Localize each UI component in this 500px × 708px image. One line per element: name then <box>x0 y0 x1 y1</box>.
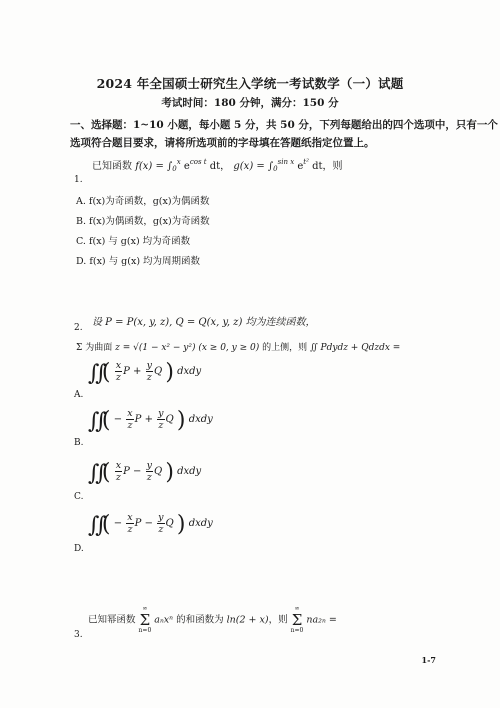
sum-lower: n=0 <box>138 627 152 634</box>
q1-g-exp: t² <box>303 158 309 166</box>
q2-option-c-label: C. <box>74 492 84 502</box>
frac-num: x <box>127 408 133 419</box>
paren-left: ( <box>101 408 111 433</box>
q1-stem <box>92 157 343 173</box>
q1-f-def <box>135 158 233 173</box>
frac-y-over-z <box>157 512 164 535</box>
sym-p: P <box>134 414 142 425</box>
paren-left: ( <box>101 460 111 485</box>
sign1: − <box>113 414 123 425</box>
q2-option-c-expr[interactable] <box>88 460 201 485</box>
q3-stem-mid: 的和函数为 <box>176 614 224 626</box>
option-label: C. <box>76 236 86 247</box>
sign2: + <box>132 366 142 377</box>
q2-stem1: 设 P = P(x, y, z), Q = Q(x, y, z) 均为连续函数， <box>92 317 316 328</box>
section-instructions-line1: 一、选择题：1~10 小题，每小题 5 分，共 50 分，下列每题给出的四个选项中，只有一个 <box>70 119 498 131</box>
q2-number: 2. <box>74 323 83 333</box>
q1-f-dt: dt， <box>209 161 231 172</box>
frac-x-over-z <box>126 408 133 431</box>
frac-x-over-z <box>126 512 133 535</box>
q2-option-d-expr[interactable] <box>88 512 213 537</box>
q1-f-lower: 0 <box>172 165 177 173</box>
frac-num: x <box>127 512 133 523</box>
frac-den: z <box>146 372 152 383</box>
q3-series-term: aₙxⁿ <box>154 614 174 626</box>
q1-f-integral: f(x) = ∫ <box>135 161 173 172</box>
double-integral-icon: ∬ <box>88 513 99 538</box>
q1-f-exp: cos t <box>189 158 207 166</box>
option-text: f(x)为奇函数，g(x)为偶函数 <box>88 196 210 207</box>
frac-num: y <box>158 408 164 419</box>
frac-den: z <box>115 472 121 483</box>
q1-g-upper: sin x <box>277 158 295 166</box>
option-text: f(x) 与 g(x) 均为奇函数 <box>88 236 191 247</box>
q3-sum-func: ln(2 + x) <box>226 614 269 626</box>
q2-stem2-prefix: Σ 为曲面 <box>76 343 113 353</box>
frac-num: y <box>146 460 152 471</box>
q1-number: 1. <box>74 175 83 185</box>
q2-option-a-expr[interactable] <box>88 360 201 385</box>
frac-num: x <box>115 360 122 371</box>
q2-option-a-label: A. <box>74 390 84 400</box>
frac-num: y <box>146 360 152 371</box>
summation-icon: ∞ Σ n=0 <box>290 605 304 634</box>
tail: dxdy <box>177 366 202 377</box>
q3-number: 3. <box>74 630 83 640</box>
q1-g-integral: g(x) = ∫ <box>233 161 274 172</box>
frac-y-over-z <box>146 460 153 483</box>
sym-p: P <box>123 466 130 477</box>
sum-lower: n=0 <box>290 627 304 634</box>
frac-den: z <box>127 420 133 431</box>
q2-integral: ∬ Pdydz + Qdzdx = <box>310 343 401 353</box>
paren-left: ( <box>101 360 111 385</box>
paren-right: ) <box>176 408 186 433</box>
q3-stem-then: ，则 <box>268 614 288 626</box>
q1-g-lower: 0 <box>273 165 278 173</box>
q2-stem2-mid: 的上侧，则 <box>262 343 308 353</box>
sign2: + <box>144 414 153 425</box>
frac-y-over-z <box>157 408 164 431</box>
q1-f-upper: x <box>176 158 181 166</box>
q2-option-d-label: D. <box>74 544 84 554</box>
q2-surface: z = √(1 − x² − y²) (x ≥ 0, y ≥ 0) <box>115 343 260 353</box>
frac-den: z <box>158 420 164 431</box>
q1-option-c[interactable] <box>76 233 190 247</box>
tail: dxdy <box>188 518 213 529</box>
frac-x-over-z <box>115 460 122 483</box>
frac-x-over-z <box>115 360 122 383</box>
paren-right: ) <box>176 512 186 537</box>
q2-option-b-label: B. <box>74 438 84 448</box>
sym-q: Q <box>153 366 163 377</box>
sym-q: Q <box>153 466 163 477</box>
frac-den: z <box>127 524 133 535</box>
frac-den: z <box>158 524 164 535</box>
q1-option-a[interactable] <box>76 193 210 207</box>
sym-q: Q <box>165 518 174 529</box>
frac-den: z <box>146 472 152 483</box>
sym-p: P <box>123 366 130 377</box>
exam-title: 2024 年全国硕士研究生入学统一考试数学（一）试题 <box>96 76 404 91</box>
sum-upper: ∞ <box>294 605 300 612</box>
sym-q: Q <box>165 414 174 425</box>
q1-g-dt: dt，则 <box>312 161 343 172</box>
option-label: B. <box>76 216 87 227</box>
sum-upper: ∞ <box>142 605 148 612</box>
frac-y-over-z <box>146 360 153 383</box>
tail: dxdy <box>188 414 213 425</box>
double-integral-icon: ∬ <box>88 361 99 386</box>
frac-num: y <box>158 512 164 523</box>
option-text: f(x)为偶函数，g(x)为奇函数 <box>89 216 210 227</box>
page-number: 1-7 <box>421 655 436 665</box>
option-text: f(x) 与 g(x) 均为周期函数 <box>89 256 201 267</box>
summation-icon: ∞ Σ n=0 <box>138 605 152 634</box>
paren-right: ) <box>165 360 174 385</box>
q3-stem <box>88 605 337 635</box>
q1-option-d[interactable] <box>76 253 200 267</box>
q1-f-body: e <box>183 161 190 172</box>
sign1: − <box>113 518 123 529</box>
frac-num: x <box>115 460 122 471</box>
q1-g-def <box>233 158 343 173</box>
exam-meta: 考试时间：180 分钟，满分：150 分 <box>161 97 339 109</box>
q1-g-body: e <box>297 161 304 172</box>
q2-stem2 <box>76 340 400 353</box>
paren-right: ) <box>165 460 174 485</box>
sign2: − <box>144 518 153 529</box>
q3-series2-term: na₂ₙ = <box>306 614 337 626</box>
option-label: D. <box>76 256 87 267</box>
sign2: − <box>132 466 142 477</box>
double-integral-icon: ∬ <box>88 461 99 486</box>
tail: dxdy <box>177 466 202 477</box>
paren-left: ( <box>101 512 111 537</box>
double-integral-icon: ∬ <box>88 409 99 434</box>
q1-option-b[interactable] <box>76 213 210 227</box>
section-instructions-line2: 选项符合题目要求，请将所选项前的字母填在答题纸指定位置上。 <box>70 137 375 149</box>
frac-den: z <box>115 372 121 383</box>
q2-option-b-expr[interactable] <box>88 408 213 433</box>
option-label: A. <box>76 196 86 207</box>
q3-stem-prefix: 已知幂函数 <box>88 614 136 626</box>
sym-p: P <box>134 518 142 529</box>
q1-stem-prefix: 已知函数 <box>92 161 132 172</box>
